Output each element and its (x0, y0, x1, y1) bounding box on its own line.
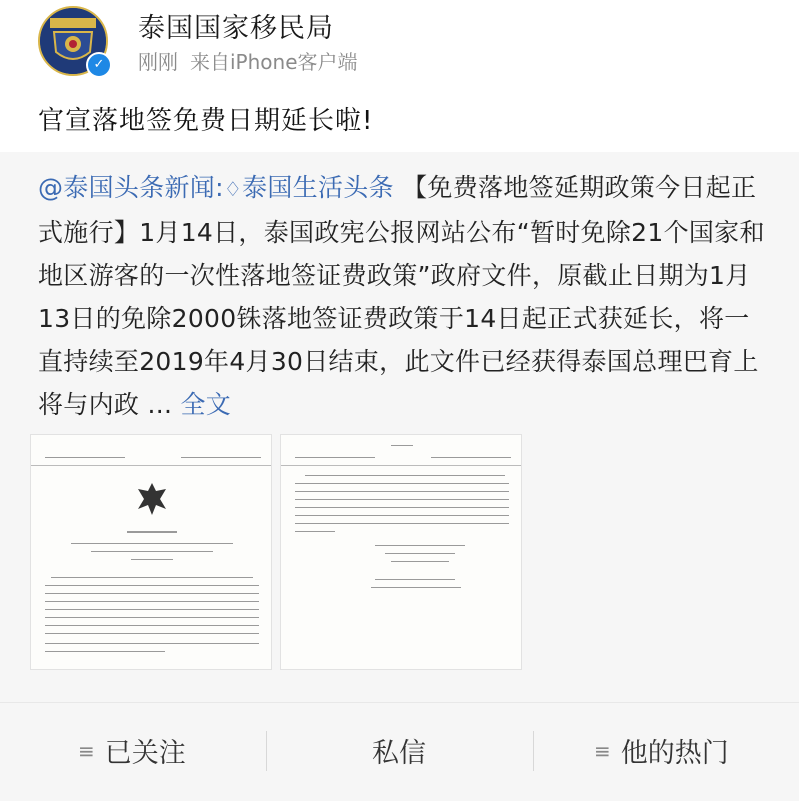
hot-posts-button[interactable] (594, 731, 729, 770)
follow-button[interactable] (78, 731, 186, 770)
follow-label: 已关注 (104, 738, 186, 769)
menu-icon: ≡ (78, 738, 95, 763)
garuda-emblem-icon (132, 479, 172, 519)
menu-icon: ≡ (594, 738, 611, 763)
repost-body: 【免费落地签延期政策今日起正式施行】1月14日，泰国政宪公报网站公布“暂时免除21个国家和地区游客的一次性落地签证费政策”政府文件，原截止日期为1月13日的免除2000铢落地签证费政策于14日起正式获延长，将一直持续至2019年4月30日结束，此文件已经获得泰国总理巴育上将与内政 ... (38, 173, 765, 419)
document-image-2[interactable] (280, 434, 522, 670)
post-title: 官宣落地签免费日期延长啦! (38, 106, 374, 136)
check-icon: ✓ (93, 57, 105, 72)
hot-posts-label: 他的热门 (620, 738, 729, 769)
repost-box[interactable] (0, 152, 799, 702)
account-name[interactable]: 泰国国家移民局 (138, 13, 334, 44)
action-bar (0, 702, 799, 801)
divider (533, 731, 534, 771)
mention-colon: : (215, 173, 224, 202)
repost-text (38, 166, 773, 426)
message-label: 私信 (372, 738, 426, 769)
post-header (0, 0, 799, 95)
verified-badge (86, 52, 112, 78)
diamond-icon: ♢ (223, 177, 243, 201)
mention-link[interactable]: @泰国头条新闻 (38, 173, 216, 202)
post-meta (138, 46, 358, 75)
post-source: 来自iPhone客户端 (190, 50, 358, 74)
post-time: 刚刚 (138, 50, 178, 74)
message-button[interactable] (372, 731, 426, 770)
topic-link[interactable]: 泰国生活头条 (242, 173, 394, 202)
read-more-link[interactable]: 全文 (180, 390, 232, 419)
document-image-1[interactable] (30, 434, 272, 670)
divider (266, 731, 267, 771)
